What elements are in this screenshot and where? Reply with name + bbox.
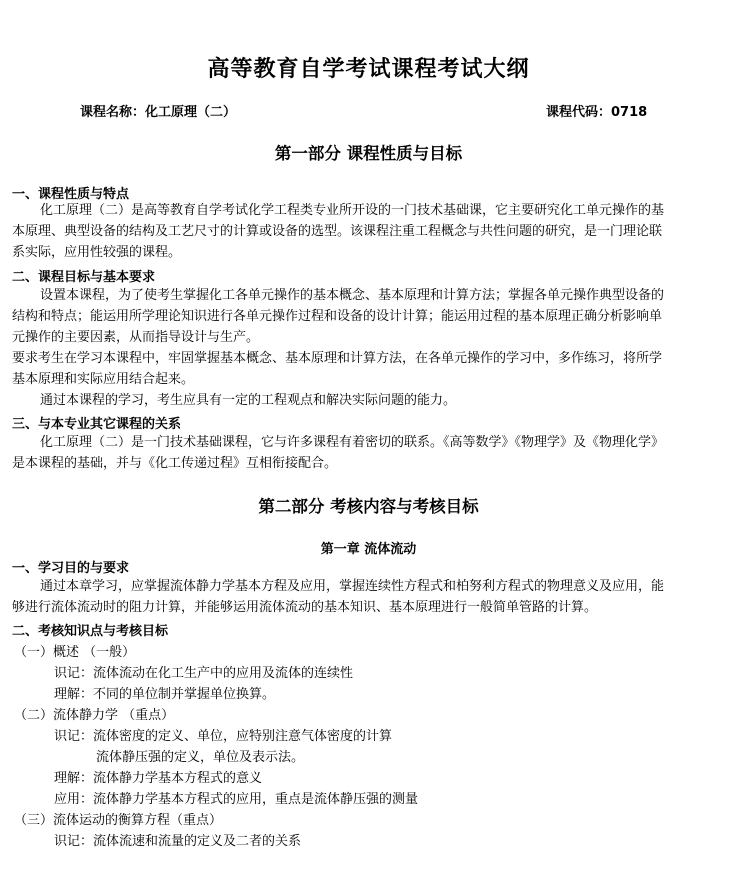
list-item: 识记：流体流动在化工生产中的应用及流体的连续性 — [54, 666, 354, 681]
paragraph-line: 元操作的主要因素，从而指导设计与生产。 — [12, 330, 260, 345]
paragraph-line: 通过本章学习，应掌握流体静力学基本方程及应用，掌握连续性方程式和柏努利方程式的物理意义及应用，能 — [40, 579, 665, 594]
section-heading: 一、课程性质与特点 — [12, 187, 130, 202]
subsection-heading: （二）流体静力学 （重点） — [14, 708, 175, 723]
paragraph-line: 设置本课程，为了使考生掌握化工各单元操作的基本概念、基本原理和计算方法；掌握各单元操作典型设备的 — [40, 288, 665, 303]
list-item: 理解：不同的单位制并掌握单位换算。 — [54, 687, 276, 702]
paragraph-line: 通过本课程的学习，考生应具有一定的工程观点和解决实际问题的能力。 — [40, 393, 457, 408]
course-name: 课程名称：化工原理（二） — [80, 105, 237, 120]
subsection-heading: （一）概述 （一般） — [14, 645, 136, 660]
course-code: 课程代码：0718 — [546, 105, 648, 120]
section-heading: 二、课程目标与基本要求 — [12, 270, 156, 285]
paragraph-line: 化工原理（二）是高等教育自学考试化学工程类专业所开设的一门技术基础课，它主要研究化工单元操作的基 — [40, 203, 665, 218]
list-item: 应用：流体静力学基本方程式的应用，重点是流体静压强的测量 — [54, 792, 419, 807]
paragraph-line: 本原理、典型设备的结构及工艺尺寸的计算或设备的选型。该课程注重工程概念与共性问题的研究，是一门理论联 — [12, 224, 663, 239]
paragraph-line: 够进行流体流动时的阻力计算，并能够运用流体流动的基本知识、基本原理进行一般简单管路的计算。 — [12, 600, 598, 615]
chapter-title: 第一章 流体流动 — [320, 542, 417, 557]
paragraph-line: 系实际，应用性较强的课程。 — [12, 245, 182, 260]
list-item: 流体静压强的定义，单位及表示法。 — [96, 750, 305, 765]
paragraph-line: 是本课程的基础，并与《化工传递过程》互相衔接配合。 — [12, 456, 338, 471]
part1-title: 第一部分 课程性质与目标 — [274, 144, 463, 163]
paragraph-line: 化工原理（二）是一门技术基础课程，它与许多课程有着密切的联系。《高等数学》《物理学》及《物理化学》 — [40, 435, 665, 450]
document-title: 高等教育自学考试课程考试大纲 — [207, 56, 530, 82]
subsection-heading: （三）流体运动的衡算方程（重点） — [14, 813, 223, 828]
list-item: 识记：流体流速和流量的定义及二者的关系 — [54, 834, 302, 849]
part2-title: 第二部分 考核内容与考核目标 — [258, 497, 479, 516]
paragraph-line: 结构和特点；能运用所学理论知识进行各单元操作过程和设备的设计计算；能运用过程的基本原理正确分析影响单 — [12, 309, 663, 324]
section-heading: 三、与本专业其它课程的关系 — [12, 417, 182, 432]
paragraph-line: 基本原理和实际应用结合起来。 — [12, 372, 195, 387]
section-heading: 二、考核知识点与考核目标 — [12, 624, 169, 639]
section-heading: 一、学习目的与要求 — [12, 561, 130, 576]
list-item: 识记：流体密度的定义、单位，应特别注意气体密度的计算 — [54, 729, 393, 744]
list-item: 理解：流体静力学基本方程式的意义 — [54, 771, 263, 786]
paragraph-line: 要求考生在学习本课程中，牢固掌握基本概念、基本原理和计算方法，在各单元操作的学习中，多作练习，将所学 — [12, 351, 663, 366]
